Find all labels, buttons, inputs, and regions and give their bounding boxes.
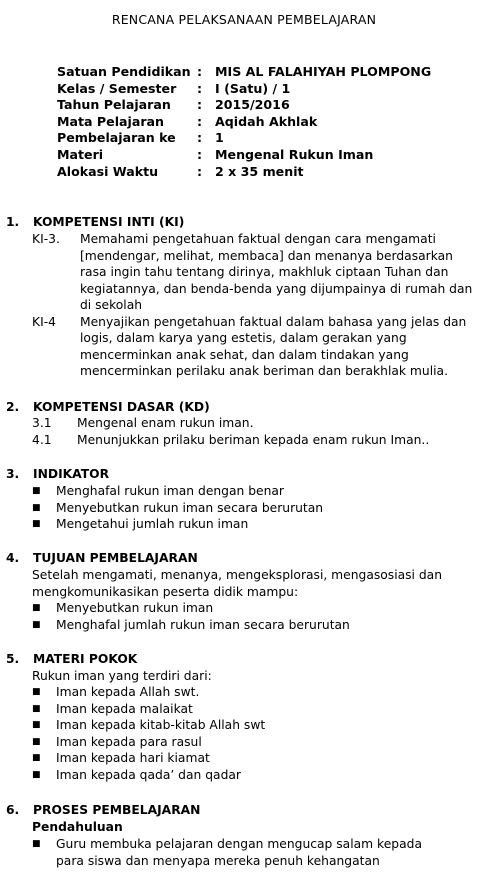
section-heading-indikator	[6, 466, 109, 483]
square-bullet-icon: ■	[32, 769, 41, 780]
section-number: 5.	[6, 652, 20, 666]
info-key: Alokasi Waktu	[57, 163, 159, 179]
document-title: RENCANA PELAKSANAAN PEMBELAJARAN	[111, 12, 377, 27]
materi-intro: Rukun iman yang terdiri dari:	[32, 669, 212, 683]
kd-code: 4.1	[32, 433, 52, 447]
info-value: I (Satu) / 1	[215, 80, 291, 96]
info-colon: :	[197, 146, 203, 162]
list-item	[32, 617, 350, 634]
list-item-text: Guru membuka pelajaran dengan mengucap salam kepada para siswa dan menyapa mereka penuh kehangatan	[56, 837, 422, 868]
section-title: INDIKATOR	[33, 467, 110, 481]
square-bullet-icon: ■	[32, 687, 41, 697]
list-item	[32, 836, 452, 869]
info-key: Satuan Pendidikan	[57, 64, 191, 79]
info-row	[57, 130, 431, 147]
ki-item	[32, 231, 482, 314]
section-title: KOMPETENSI INTI (KI)	[33, 215, 185, 229]
info-colon: :	[197, 80, 203, 96]
list-item-text: Menghafal rukun iman dengan benar	[56, 484, 284, 498]
list-item-text: Iman kepada para rasul	[56, 734, 202, 749]
info-value: Mengenal Rukun Iman	[215, 146, 374, 162]
info-key: Pembelajaran ke	[57, 130, 176, 146]
kd-text: Mengenal enam rukun iman.	[77, 416, 254, 430]
list-item-text: Iman kepada kitab-kitab Allah swt	[56, 718, 266, 732]
info-key: Mata Pelajaran	[57, 113, 165, 129]
kd-item	[32, 415, 254, 432]
indikator-list	[32, 483, 323, 533]
square-bullet-icon: ■	[32, 753, 41, 763]
list-item	[32, 701, 265, 718]
section-number: 3.	[6, 467, 20, 481]
list-item	[32, 734, 265, 751]
list-item-text: Iman kepada malaikat	[56, 701, 193, 716]
list-item	[32, 717, 265, 734]
info-colon: :	[197, 113, 203, 129]
info-row	[57, 147, 431, 164]
square-bullet-icon: ■	[32, 619, 41, 630]
square-bullet-icon: ■	[32, 502, 41, 513]
info-table	[57, 64, 431, 180]
info-row	[57, 64, 431, 81]
info-value: 2015/2016	[215, 97, 290, 113]
kd-text: Menunjukkan prilaku beriman kepada enam rukun Iman..	[77, 433, 430, 447]
list-item	[32, 767, 265, 784]
section-heading-materi	[6, 651, 137, 668]
section-number: 1.	[6, 215, 20, 229]
ki-code: KI-4	[32, 314, 56, 329]
square-bullet-icon: ■	[32, 486, 41, 496]
info-value: MIS AL FALAHIYAH PLOMPONG	[215, 64, 432, 79]
info-key: Kelas / Semester	[57, 80, 177, 96]
list-item-text: Iman kepada hari kiamat	[56, 751, 210, 765]
info-value: Aqidah Akhlak	[215, 113, 318, 129]
list-item	[32, 516, 323, 533]
list-item-text: Menghafal jumlah rukun iman secara berurutan	[56, 617, 350, 632]
section-heading-kd	[6, 399, 210, 416]
ki-code: KI-3.	[32, 232, 60, 246]
list-item	[32, 483, 323, 500]
section-title: KOMPETENSI DASAR (KD)	[33, 400, 210, 414]
info-value: 2 x 35 menit	[215, 163, 304, 179]
square-bullet-icon: ■	[32, 720, 41, 730]
kd-code: 3.1	[32, 416, 52, 430]
list-item-text: Mengetahui jumlah rukun iman	[56, 517, 249, 531]
materi-list	[32, 684, 265, 783]
info-row	[57, 97, 431, 114]
square-bullet-icon: ■	[32, 603, 41, 613]
kd-item	[32, 432, 429, 449]
proses-list	[32, 836, 452, 869]
list-item	[32, 600, 350, 617]
info-key: Materi	[57, 146, 104, 162]
section-number: 2.	[6, 400, 20, 414]
tujuan-intro: Setelah mengamati, menanya, mengeksplorasi, mengasosiasi dan mengkomunikasikan peserta didik mampu:	[32, 568, 443, 599]
info-row	[57, 81, 431, 98]
info-key: Tahun Pelajaran	[57, 97, 171, 113]
square-bullet-icon: ■	[32, 839, 41, 849]
info-value: 1	[215, 130, 224, 146]
list-item-text: Iman kepada Allah swt.	[56, 685, 200, 699]
section-heading-tujuan	[6, 550, 198, 567]
list-item-text: Menyebutkan rukun iman secara berurutan	[56, 500, 324, 515]
square-bullet-icon: ■	[32, 736, 41, 747]
info-colon: :	[197, 163, 203, 179]
section-number: 6.	[6, 803, 20, 817]
list-item-text: Iman kepada qada’ dan qadar	[56, 767, 241, 782]
ki-text: Memahami pengetahuan faktual dengan cara mengamati [mendengar, melihat, membaca] dan menanya berdasarkan rasa ingin tahu tentang dirinya, makhluk ciptaan Tuhan dan kegiatannya, dan benda-benda yang dijumpainya di rumah dan di sekolah	[80, 232, 473, 312]
section-title: MATERI POKOK	[33, 652, 138, 666]
list-item-text: Menyebutkan rukun iman	[56, 601, 214, 615]
info-colon: :	[197, 97, 203, 113]
info-colon: :	[197, 130, 203, 146]
info-row	[57, 164, 431, 181]
section-number: 4.	[6, 551, 20, 565]
square-bullet-icon: ■	[32, 519, 41, 529]
list-item	[32, 684, 265, 701]
info-row	[57, 114, 431, 131]
section-heading-proses	[6, 802, 200, 819]
info-colon: :	[197, 64, 203, 79]
list-item	[32, 750, 265, 767]
ki-text: Menyajikan pengetahuan faktual dalam bahasa yang jelas dan logis, dalam karya yang estetis, dalam gerakan yang mencerminkan anak sehat, dan dalam tindakan yang mencerminkan perilaku anak beriman dan berakhlak mulia.	[80, 314, 467, 378]
section-title: PROSES PEMBELAJARAN	[33, 803, 201, 817]
ki-list	[32, 231, 482, 380]
ki-item	[32, 314, 482, 380]
tujuan-list	[32, 600, 350, 633]
section-heading-ki	[6, 214, 184, 231]
square-bullet-icon: ■	[32, 703, 41, 714]
section-title: TUJUAN PEMBELAJARAN	[33, 551, 198, 565]
proses-subtitle: Pendahuluan	[32, 820, 123, 834]
list-item	[32, 500, 323, 517]
